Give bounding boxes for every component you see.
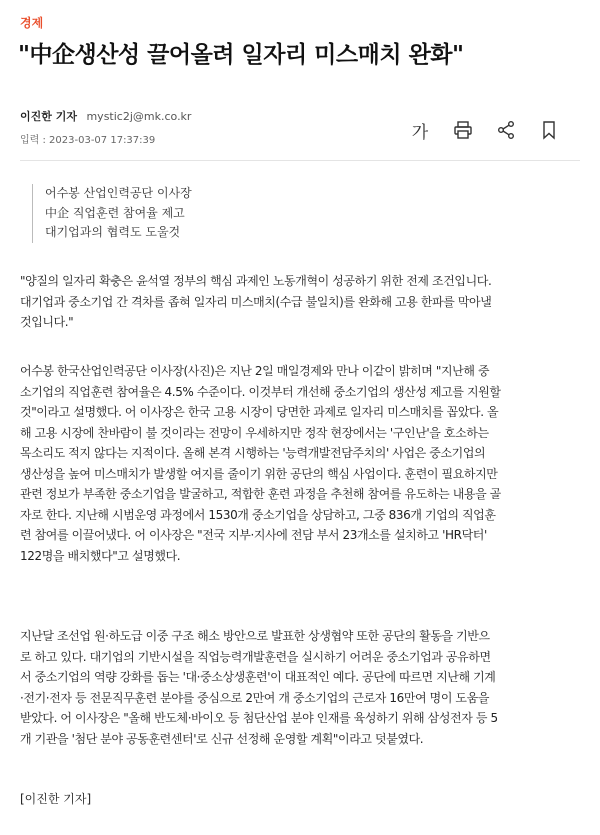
font-size-icon: 가: [411, 122, 429, 143]
paragraph-line: 자로 한다. 지난해 시범운영 과정에서 1530개 중소기업을 상담하고, 그중 836개 기업의 직업훈: [20, 507, 496, 522]
paragraph-line: 어수봉 한국산업인력공단 이사장(사진)은 지난 2일 매일경제와 만나 이같이 밝히며 "지난해 중: [20, 364, 490, 378]
article-toolbar: [406, 116, 563, 144]
paragraph-line: 소기업의 직업훈련 참여율은 4.5% 수준이다. 이것부터 개선해 중소기업의 생산성 제고를 지원할: [20, 384, 501, 399]
bookmark-icon: [539, 120, 559, 140]
author-name[interactable]: 이진한 기자: [20, 110, 77, 123]
summary-box: [32, 184, 192, 243]
paragraph-line: "양질의 일자리 확충은 윤석열 정부의 핵심 과제인 노동개혁이 성공하기 위한 전제 조건입니다.: [20, 274, 492, 288]
paragraph-line: 생산성을 높여 미스매치가 발생할 여지를 줄이기 위한 공단의 핵심 사업이다. 훈련이 필요하지만: [20, 466, 498, 481]
category-label[interactable]: 경제: [20, 16, 44, 30]
font-size-button[interactable]: [406, 116, 434, 144]
byline: [20, 108, 191, 124]
paragraph-line: 해 고용 시장에 찬바람이 불 것이라는 전망이 우세하지만 정작 현장에서는 '구인난'을 호소하는: [20, 425, 489, 440]
reporter-sign: [이진한 기자]: [20, 792, 92, 806]
print-icon: [453, 120, 473, 140]
headline: "中企생산성 끌어올려 일자리 미스매치 완화": [18, 42, 464, 68]
paragraph-line: 것입니다.": [20, 315, 74, 329]
paragraph-line: 목소리도 적지 않다는 지적이다. 올해 본격 시행하는 '능력개발전담주치의' 사업은 중소기업의: [20, 446, 486, 460]
article-paragraph-2: [20, 361, 585, 566]
paragraph-line: 관련 정보가 부족한 중소기업을 발굴하고, 적합한 훈련 과정을 추천해 참여를 유도하는 내용을 골: [20, 487, 501, 501]
paragraph-line: ·전기·전자 등 전문직무훈련 분야를 중심으로 2만여 개 중소기업의 근로자 16만여 명이 도움을: [20, 690, 490, 705]
paragraph-line: 로 하고 있다. 대기업의 기반시설을 직업능력개발훈련을 실시하기 어려운 중소기업과 공유하면: [20, 649, 491, 664]
summary-line: 中企 직업훈련 참여율 제고: [45, 205, 185, 220]
header-divider: [20, 160, 580, 161]
paragraph-line: 받았다. 어 이사장은 "올해 반도체·바이오 등 첨단산업 분야 인재를 육성하기 위해 삼성전자 등 5: [20, 711, 498, 725]
print-button[interactable]: [449, 116, 477, 144]
author-email[interactable]: mystic2j@mk.co.kr: [86, 110, 192, 123]
share-icon: [496, 120, 516, 140]
paragraph-line: 서 중소기업의 역량 강화를 돕는 '대·중소상생훈련'이 대표적인 예다. 공단에 따르면 지난해 기계: [20, 670, 496, 684]
paragraph-line: 것"이라고 설명했다. 어 이사장은 한국 고용 시장이 당면한 과제로 일자리 미스매치를 꼽았다. 올: [20, 405, 499, 419]
published-date: 입력 : 2023-03-07 17:37:39: [20, 135, 156, 146]
bookmark-button[interactable]: [535, 116, 563, 144]
summary-line: 대기업과의 협력도 도울것: [45, 225, 181, 239]
paragraph-line: 련 참여를 이끌어냈다. 어 이사장은 "전국 지부·지사에 전담 부서 23개소를 설치하고 'HR닥터': [20, 528, 487, 542]
paragraph-line: 122명을 배치했다"고 설명했다.: [20, 548, 181, 563]
paragraph-line: 대기업과 중소기업 간 격차를 좁혀 일자리 미스매치(수급 불일치)를 완화해 고용 한파를 막아낼: [20, 294, 492, 309]
article-paragraph-3: [20, 626, 585, 749]
paragraph-line: 지난달 조선업 원·하도급 이중 구조 해소 방안으로 발표한 상생협약 또한 공단의 활동을 기반으: [20, 629, 490, 643]
share-button[interactable]: [492, 116, 520, 144]
article-paragraph-1: [20, 271, 585, 333]
paragraph-line: 개 기관을 '첨단 분야 공동훈련센터'로 신규 선정해 운영할 계획"이라고 덧붙였다.: [20, 731, 424, 746]
summary-line: 어수봉 산업인력공단 이사장: [45, 186, 192, 200]
